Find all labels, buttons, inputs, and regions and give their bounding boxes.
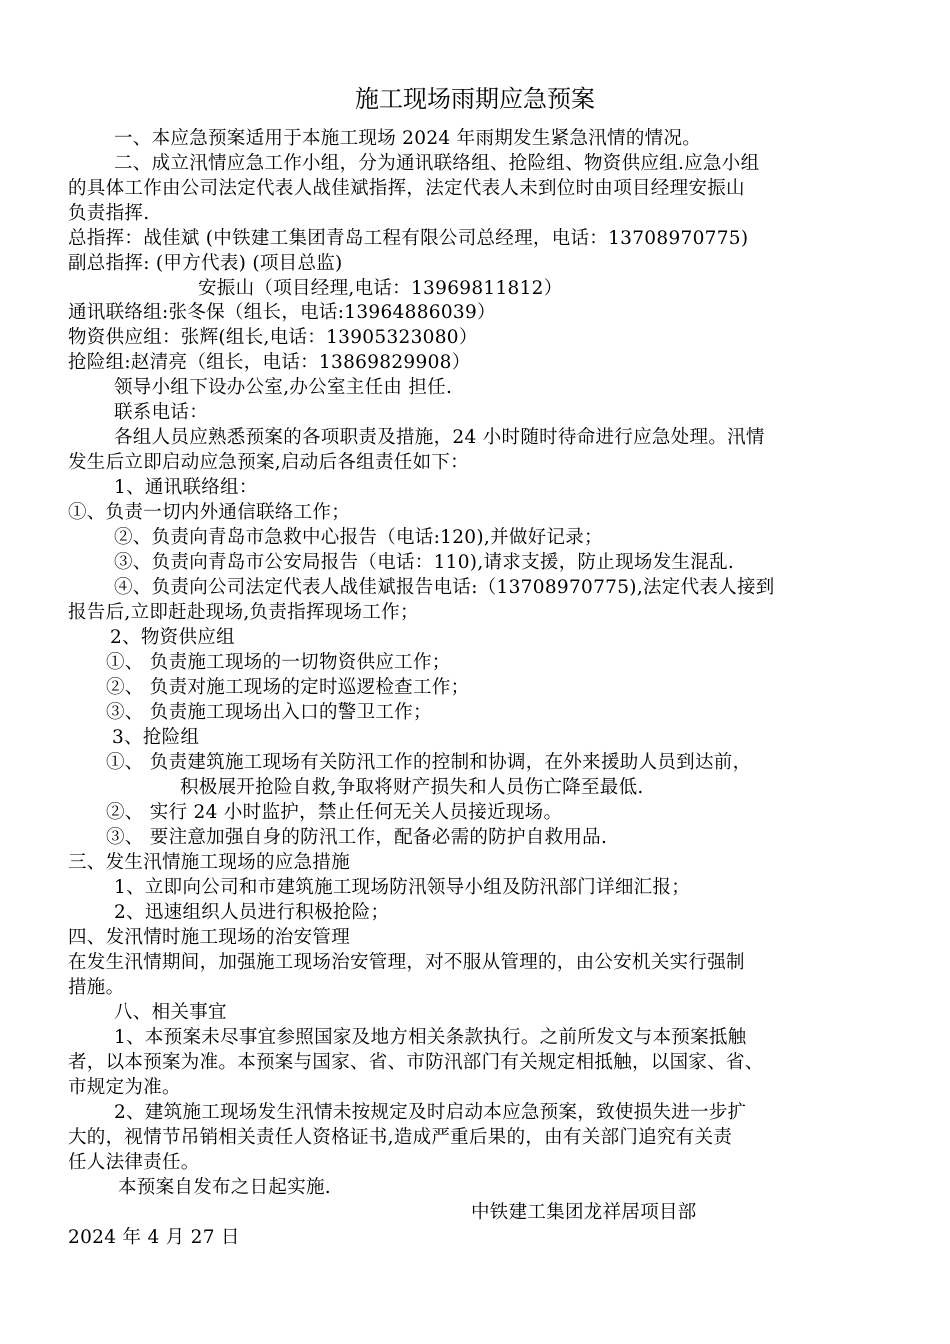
text-line: ④、负责向公司法定代表人战佳斌报告电话:（13708970775),法定代表人接到 (114, 577, 775, 598)
text-line: ③、负责向青岛市公安局报告（电话：110),请求支援，防止现场发生混乱. (114, 552, 735, 573)
text-line: 四、发汛情时施工现场的治安管理 (68, 927, 351, 948)
text-line: 通讯联络组:张冬保（组长，电话:13964886039） (68, 302, 496, 323)
text-line: 联系电话： (114, 402, 209, 423)
text-line: 1、本预案未尽事宜参照国家及地方相关条款执行。之前所发文与本预案抵触 (114, 1027, 747, 1048)
text-line: 发生后立即启动应急预案,启动后各组责任如下： (68, 452, 469, 473)
text-line: ②、 负责对施工现场的定时巡逻检查工作； (106, 677, 470, 698)
text-line: ③、 要注意加强自身的防汛工作，配备必需的防护自救用品. (106, 827, 608, 848)
text-line: 的具体工作由公司法定代表人战佳斌指挥，法定代表人未到位时由项目经理安振山 (68, 178, 745, 199)
text-line: 各组人员应熟悉预案的各项职责及措施，24 小时随时待命进行应急处理。汛情 (114, 427, 765, 448)
text-line: 在发生汛情期间，加强施工现场治安管理，对不服从管理的，由公安机关实行强制 (68, 952, 745, 973)
text-line: 任人法律责任。 (68, 1152, 200, 1173)
text-line: 1、通讯联络组： (114, 477, 258, 498)
text-line: 市规定为准。 (68, 1077, 181, 1098)
text-line: 物资供应组：张辉(组长,电话：13905323080） (68, 327, 478, 348)
text-line: ②、 实行 24 小时监护，禁止任何无关人员接近现场。 (106, 802, 563, 823)
text-line: ①、 负责施工现场的一切物资供应工作； (106, 652, 451, 673)
text-line: 副总指挥: (甲方代表) (项目总监) (68, 253, 343, 274)
text-line: 安振山（项目经理,电话：13969811812） (198, 278, 563, 299)
document-title: 施工现场雨期应急预案 (355, 85, 595, 113)
text-line: 三、发生汛情施工现场的应急措施 (68, 852, 351, 873)
text-line: 2024 年 4 月 27 日 (68, 1227, 240, 1248)
text-line: 本预案自发布之日起实施. (118, 1177, 331, 1198)
text-line: 措施。 (68, 977, 125, 998)
text-line: 总指挥：战佳斌 (中铁建工集团青岛工程有限公司总经理，电话：13708970775) (68, 228, 749, 249)
text-line: 2、建筑施工现场发生汛情未按规定及时启动本应急预案，致使损失进一步扩 (114, 1102, 747, 1123)
text-line: ②、负责向青岛市急救中心报告（电话:120),并做好记录； (114, 527, 603, 548)
text-line: 2、物资供应组 (110, 627, 235, 648)
text-line: 2、迅速组织人员进行积极抢险； (114, 902, 390, 923)
text-line: 一、本应急预案适用于本施工现场 2024 年雨期发生紧急汛情的情况。 (114, 128, 702, 149)
text-line: 3、抢险组 (112, 727, 200, 748)
text-line: 大的，视情节吊销相关责任人资格证书,造成严重后果的，由有关部门追究有关责 (68, 1127, 733, 1148)
text-line: 抢险组:赵清亮（组长，电话：13869829908） (68, 352, 471, 373)
text-line: 积极展开抢险自救,争取将财产损失和人员伤亡降至最低. (180, 777, 644, 798)
text-line: 报告后,立即赶赴现场,负责指挥现场工作； (68, 602, 419, 623)
text-line: 1、立即向公司和市建筑施工现场防汛领导小组及防汛部门详细汇报； (114, 877, 691, 898)
text-line: ③、 负责施工现场出入口的警卫工作； (106, 702, 432, 723)
text-line: 八、相关事宜 (114, 1002, 227, 1023)
text-line: 二、成立汛情应急工作小组，分为通讯联络组、抢险组、物资供应组.应急小组 (114, 153, 760, 174)
text-line: 者，以本预案为准。本预案与国家、省、市防汛部门有关规定相抵触，以国家、省、 (68, 1052, 764, 1073)
text-line: 领导小组下设办公室,办公室主任由 担任. (114, 377, 453, 398)
text-line: ①、 负责建筑施工现场有关防汛工作的控制和协调，在外来援助人员到达前， (106, 752, 752, 773)
text-line: ①、负责一切内外通信联络工作； (68, 502, 351, 523)
text-line: 负责指挥. (68, 203, 150, 224)
text-line: 中铁建工集团龙祥居项目部 (471, 1202, 697, 1223)
